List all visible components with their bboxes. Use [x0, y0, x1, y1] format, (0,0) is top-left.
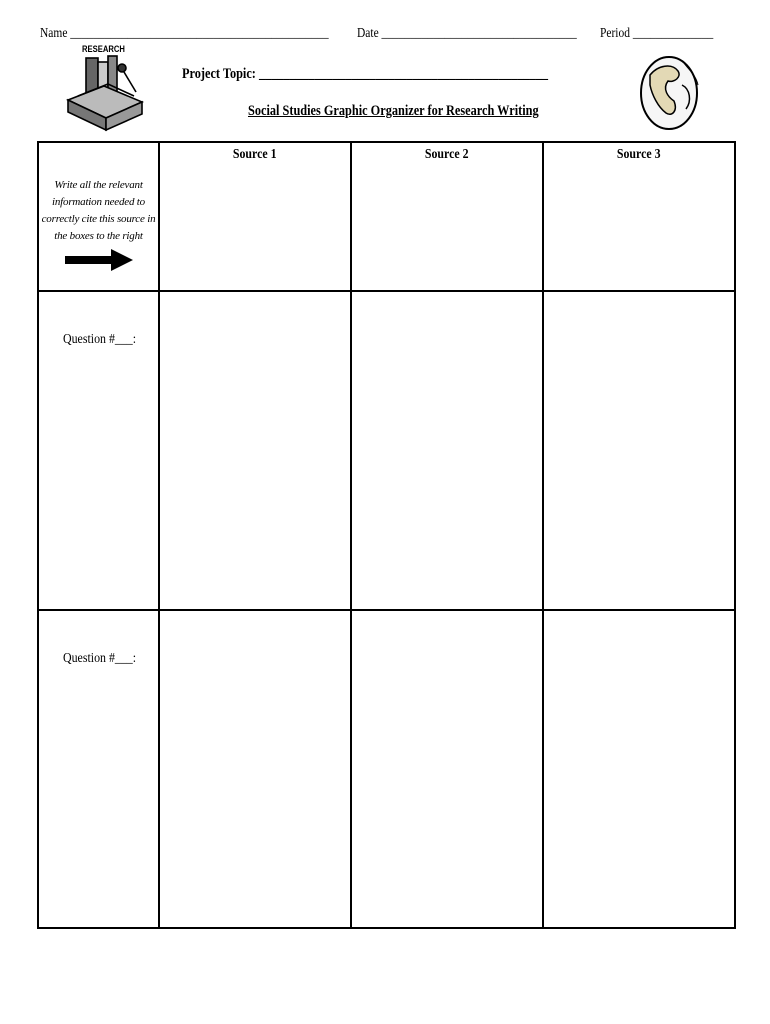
research-books-icon — [64, 44, 154, 140]
date-field: Date __________________________________ — [357, 26, 577, 41]
cite-instruction: Write all the relevant information needed to correctly cite this source in the boxes to the right — [41, 179, 156, 242]
question-row-1 — [38, 291, 735, 610]
page-title: Social Studies Graphic Organizer for Research Writing — [248, 103, 539, 119]
project-topic-field: Project Topic: _______________________________________________ — [182, 66, 549, 82]
question-row-2 — [38, 610, 735, 928]
answer-cell-q1-s1[interactable] — [159, 291, 351, 610]
answer-cell-q1-s3[interactable] — [543, 291, 735, 610]
answer-cell-q2-s2[interactable] — [351, 610, 543, 928]
graphic-organizer-table — [37, 141, 736, 929]
answer-cell-q1-s2[interactable] — [351, 291, 543, 610]
source-3-header[interactable]: Source 3 — [543, 142, 735, 291]
source-2-header[interactable]: Source 2 — [351, 142, 543, 291]
research-clipart-label: RESEARCH — [82, 44, 125, 54]
source-1-header[interactable]: Source 1 — [159, 142, 351, 291]
question-1-label[interactable]: Question #___: — [38, 291, 159, 610]
citation-row — [38, 142, 735, 291]
question-2-label[interactable]: Question #___: — [38, 610, 159, 928]
globe-icon — [638, 55, 700, 131]
right-arrow-icon — [39, 249, 158, 276]
name-field: Name _____________________________________________ — [40, 26, 329, 41]
cite-instruction-cell — [38, 142, 159, 291]
period-field: Period ______________ — [600, 26, 714, 41]
answer-cell-q2-s1[interactable] — [159, 610, 351, 928]
answer-cell-q2-s3[interactable] — [543, 610, 735, 928]
